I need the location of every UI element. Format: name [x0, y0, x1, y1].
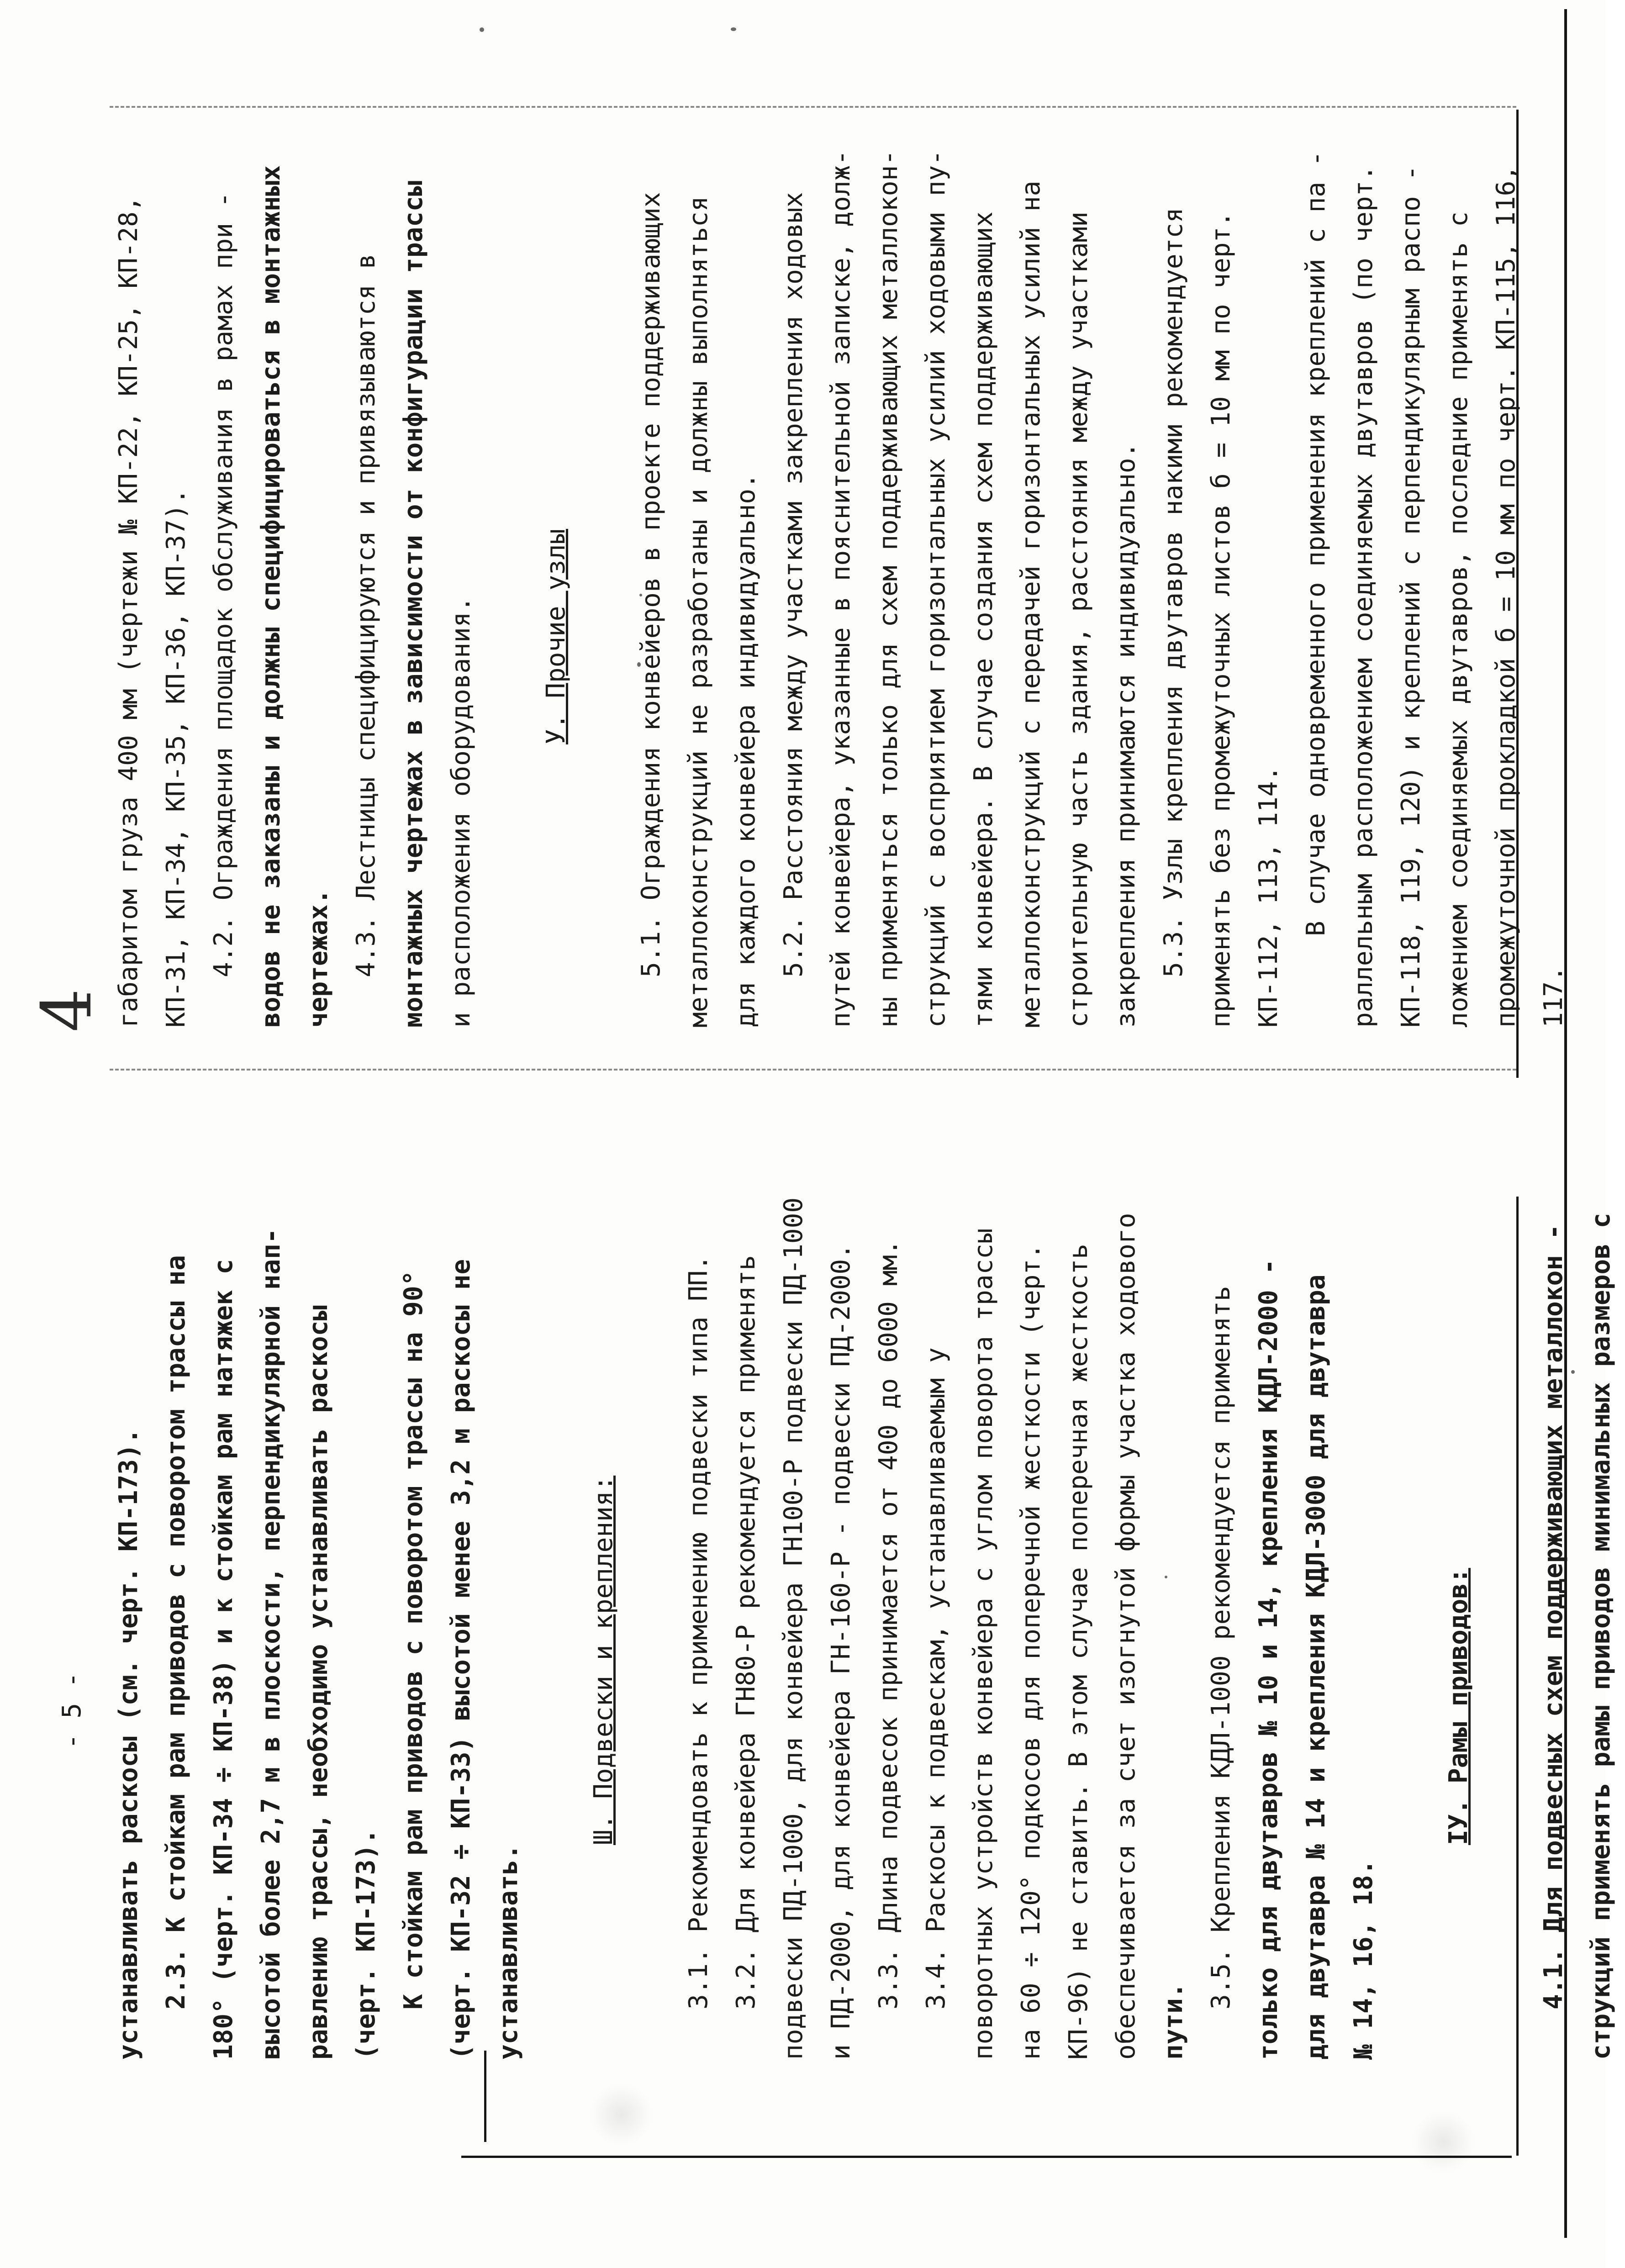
text-line: закрепления принимаются индивидуально.: [1111, 442, 1141, 1028]
text-line: К стойкам рам приводов с поворотом трассы на 90°: [399, 1270, 428, 2010]
blank-line: [1388, 1197, 1435, 2060]
scan-smudge: [589, 2083, 653, 2147]
text-line: устанавливать раскосы (см. черт. КП-173).: [114, 1428, 143, 2060]
text-line: КП-118, 119, 120) и креплений с перпендикулярным распо -: [1396, 165, 1426, 1028]
text-line: 180° (черт. КП-34 ÷ КП-38) и к стойкам рам натяжек с: [209, 1259, 238, 2060]
section-heading: У. Прочие узлы: [541, 528, 571, 744]
scan-smudge: [1411, 2110, 1475, 2174]
right-page-text: [105, 150, 1578, 1028]
blank-line: [533, 1197, 580, 2060]
text-line: струкций с восприятием горизонтальных усилий ходовыми пу-: [921, 150, 951, 1028]
text-line: 4.3. Лестницы специфицируются и привязываются в: [351, 253, 381, 977]
text-line: чертежах.: [304, 889, 333, 1028]
text-line: тями конвейера. В случае создания схем поддерживающих: [969, 211, 998, 1028]
text-line: пути.: [1159, 1983, 1188, 2060]
text-line: раллельным расположением соединяемых двутавров (по черт.: [1349, 165, 1378, 1028]
middle-dashed-line: [110, 1069, 1516, 1071]
text-line: на 60 ÷ 120° подкосов для поперечной жесткости (черт.: [1016, 1244, 1046, 2060]
text-line: и расположения оборудования.: [446, 596, 476, 1028]
text-line: подвески ПД-1000, для конвейера ГН100-Р подвески ПД-1000: [779, 1197, 808, 2060]
text-line: для двутавра № 14 и крепления КДЛ-3000 для двутавра: [1301, 1274, 1331, 2060]
text-line: промежуточной прокладкой б = 10 мм по черт. КП-115, 116,: [1491, 165, 1521, 1028]
text-line: В случае одновременного применения креплений с па -: [1301, 151, 1331, 936]
text-line: 3.3. Длина подвесок принимается от 400 до 6000 мм.: [874, 1239, 903, 2010]
text-line: (черт. КП-173).: [351, 1829, 381, 2060]
text-line: КП-96) не ставить. В этом случае поперечная жесткость: [1064, 1244, 1093, 2060]
text-line: струкций применять рамы приводов минимальных размеров с: [1586, 1213, 1616, 2060]
text-line: металлоконструкций не разработаны и должны выполняться: [684, 196, 713, 1028]
text-line: путей конвейера, указанные в пояснительной записке, долж-: [826, 150, 856, 1028]
text-line: применять без промежуточных листов б = 10 мм по черт.: [1206, 211, 1236, 1028]
sheet-mark: 4: [27, 988, 107, 1032]
bottom-frame-line: [461, 2156, 1512, 2158]
page-number: - 5 -: [57, 1672, 87, 1749]
text-line: и ПД-2000, для конвейера ГН-160-Р - подвески ПД-2000.: [826, 1244, 856, 2060]
text-line: № 14, 16, 18.: [1349, 1859, 1378, 2060]
text-line: 5.2. Расстояния между участками закрепления ходовых: [779, 192, 808, 977]
text-line: (черт. КП-32 ÷ КП-33) высотой менее 3,2 м раскосы не: [446, 1259, 476, 2060]
scan-speck: [731, 27, 736, 31]
text-line: ложением соединяемых двутавров, последние применять с: [1444, 211, 1473, 1028]
text-line: 3.4. Раскосы к подвескам, устанавливаемым у: [921, 1347, 951, 2010]
text-line: металлоконструкций с передачей горизонтальных усилий на: [1016, 180, 1046, 1028]
text-line: 5.1. Ограждения конвейеров в проекте поддерживающих: [636, 192, 666, 977]
text-line: устанавливать.: [494, 1844, 523, 2060]
top-dashed-line: [110, 106, 1516, 108]
section-heading: IУ. Рамы приводов:: [1444, 1568, 1473, 1845]
blank-line: [628, 1197, 675, 2060]
text-line: КП-112, 113, 114.: [1254, 765, 1283, 1028]
text-line: монтажных чертежах в зависимости от конфигурации трассы: [399, 180, 428, 1028]
text-line: габаритом груза 400 мм (чертежи № КП-22, КП-25, КП-28,: [114, 196, 143, 1028]
text-line: для каждого конвейера индивидуально.: [731, 473, 761, 1028]
text-line: 3.2. Для конвейера ГН80-Р рекомендуется применять: [731, 1255, 761, 2010]
left-frame-tick: [484, 2051, 486, 2142]
text-line: водов не заказаны и должны специфицироваться в монтажных: [256, 165, 286, 1028]
text-line: 117.: [1539, 966, 1568, 1028]
text-line: 4.2. Ограждения площадок обслуживания в рамах при -: [209, 192, 238, 977]
text-line: 5.3. Узлы крепления двутавров накими рекомендуется: [1159, 207, 1188, 977]
blank-line: [1483, 1197, 1530, 2060]
text-line: поворотных устройств конвейера с углом поворота трассы: [969, 1228, 998, 2060]
blank-line: [580, 150, 628, 1028]
text-line: КП-31, КП-34, КП-35, КП-36, КП-37).: [161, 488, 191, 1028]
text-line: 2.3. К стойкам рам приводов с поворотом трассы на: [161, 1255, 191, 2010]
text-line: 3.1. Рекомендовать к применению подвески типа ПП.: [684, 1255, 713, 2010]
section-heading: Ш. Подвески и крепления:: [589, 1475, 618, 1845]
text-line: высотой более 2,7 м в плоскости, перпендикулярной нап-: [256, 1228, 286, 2060]
blank-line: [485, 150, 533, 1028]
left-page-text: [105, 1197, 1625, 2060]
text-line: обеспечивается за счет изогнутой формы участка ходового: [1111, 1213, 1141, 2060]
text-line: 4.1. Для подвесных схем поддерживающих металлокон -: [1539, 1224, 1568, 2010]
scan-speck: [480, 27, 484, 32]
text-line: ны применяться только для схем поддерживающих металлокон-: [874, 150, 903, 1028]
text-line: только для двутавров № 10 и 14, крепления КДЛ-2000 -: [1254, 1259, 1283, 2060]
text-line: 3.5. Крепления КДЛ-1000 рекомендуется применять: [1206, 1286, 1236, 2010]
text-line: равлению трассы, необходимо устанавливать раскосы: [304, 1305, 333, 2060]
text-line: строительную часть здания, расстояния между участками: [1064, 211, 1093, 1028]
